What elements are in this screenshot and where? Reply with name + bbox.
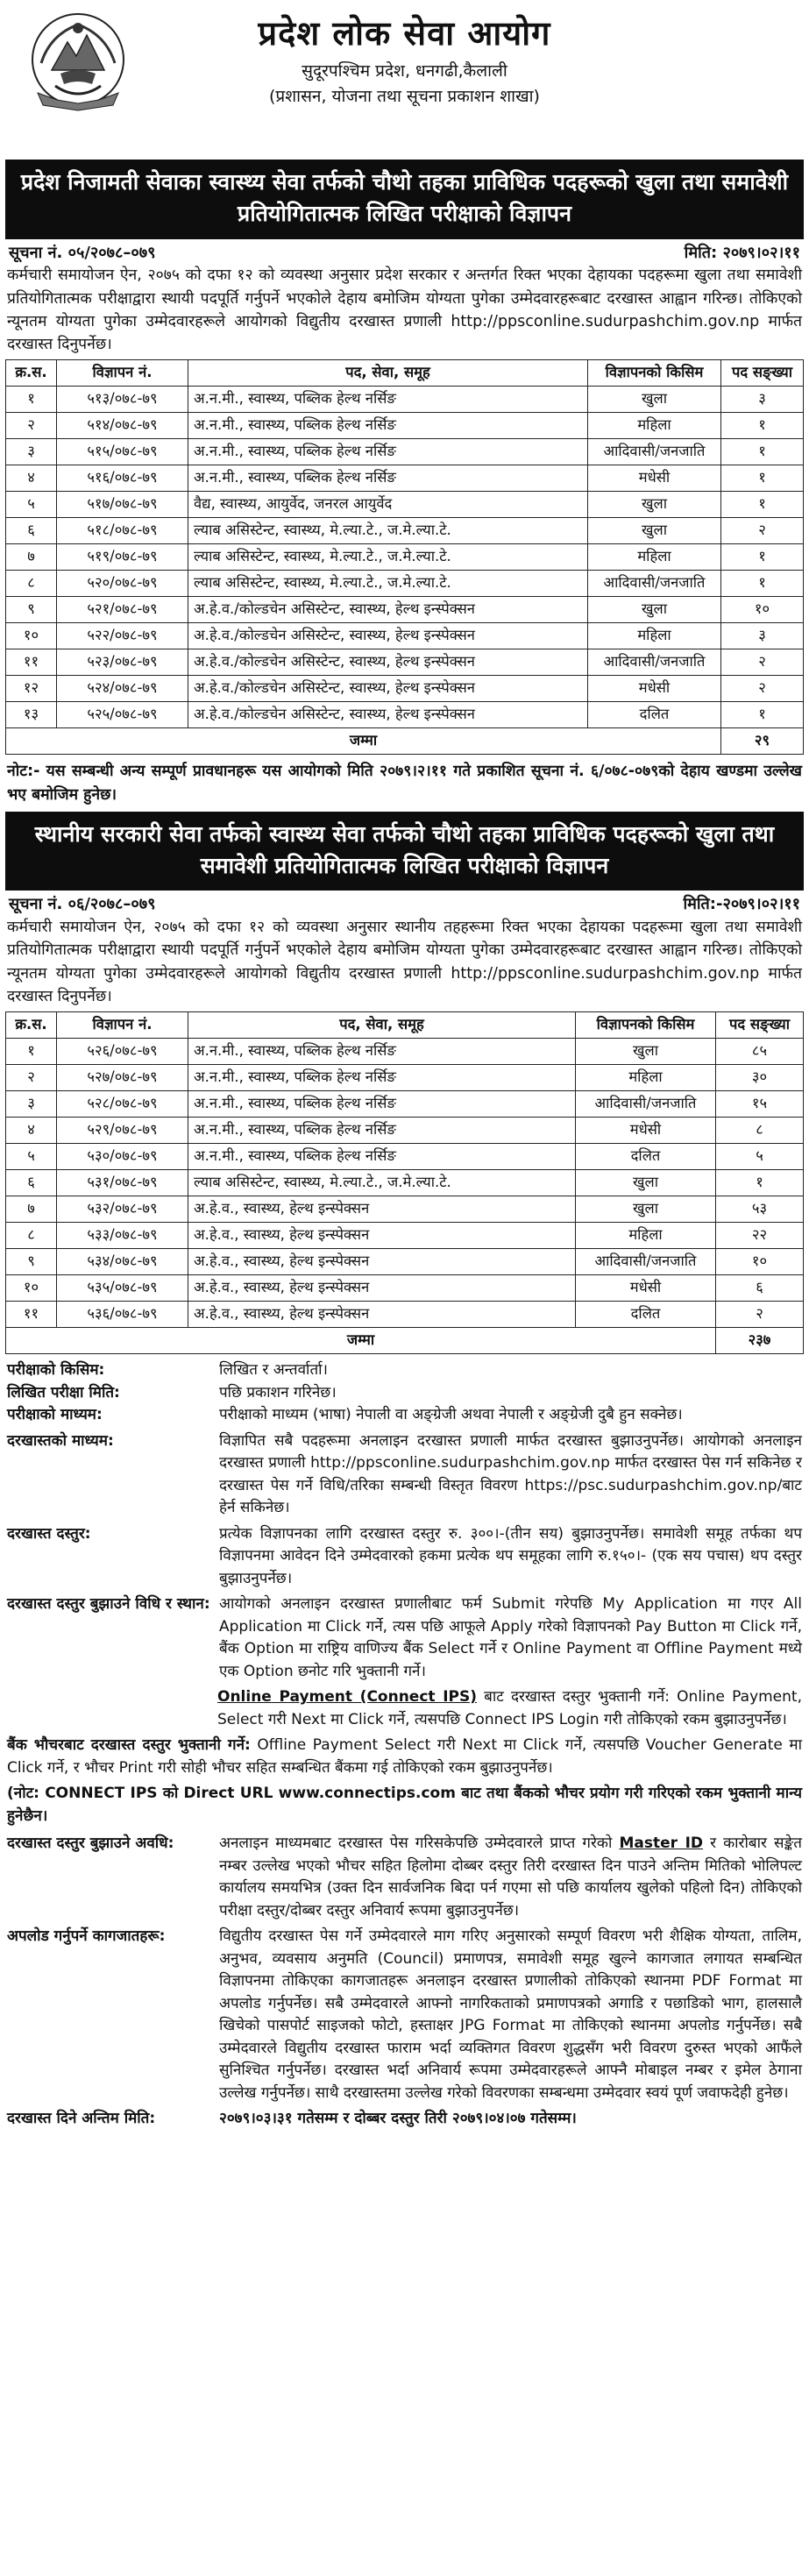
cell-post-count: १ (721, 413, 804, 439)
cell-ad-number: ५१८/०७८-७९ (57, 518, 188, 544)
cell-post-count: १० (721, 597, 804, 623)
section2-notice-row (5, 891, 804, 916)
cell-ad-type: दलित (576, 1302, 716, 1328)
cell-ad-number: ५१३/०७८-७९ (57, 387, 188, 413)
cell-post-count: ८ (716, 1118, 804, 1144)
cell-serial: ९ (6, 1249, 57, 1275)
cell-serial: ७ (6, 1196, 57, 1223)
section1-banner: प्रदेश निजामती सेवाका स्वास्थ्य सेवा तर्फको चौथो तहका प्राविधिक पदहरूको खुला तथा समावेशी प्रतियोगितात्मक लिखित परीक्षाको विज्ञापन (5, 160, 804, 239)
cell-ad-number: ५२६/०७८-७९ (57, 1039, 188, 1065)
cell-ad-number: ५२४/०७८-७९ (57, 676, 188, 702)
table-row (6, 1196, 804, 1223)
section1-table (5, 359, 804, 755)
exam-medium-label: परीक्षाको माध्यम: (7, 1406, 103, 1424)
table-row (6, 702, 804, 728)
column-header-post-count: पद सङ्ख्या (716, 1012, 804, 1039)
connectips-heading: Online Payment (Connect IPS) (217, 1688, 477, 1707)
cell-post-count: १५ (716, 1091, 804, 1118)
column-header-post: पद, सेवा, समूह (188, 360, 588, 387)
application-medium-value: विज्ञापित सबै पदहरूमा अनलाइन दरखास्त प्रणाली मार्फत दरखास्त बुझाउनुपर्नेछ। आयोगको अनलाइन दरखास्त प्रणाली http://ppsconline.sudurpashchim.gov.np मार्फत दरखास्त पेस गर्न सकिनेछ र दरखास्त पेस गर्ने विधि/तरिका सम्बन्धी विस्तृत विवरण https://psc.sudurpashchim.gov.np/बाट हेर्न सकिनेछ। (219, 1431, 802, 1517)
cell-serial: २ (6, 1065, 57, 1091)
more-details (5, 1827, 804, 2131)
cell-post: अ.हे.व./कोल्डचेन असिस्टेन्ट, स्वास्थ्य, हेल्थ इन्स्पेक्सन (188, 702, 588, 728)
application-medium-label: दरखास्तको माध्यम: (7, 1431, 114, 1450)
section1-intro: कर्मचारी समायोजन ऐन, २०७५ को दफा १२ को व्यवस्था अनुसार प्रदेश सरकार र अन्तर्गत रिक्त भएका देहायका पदहरूमा खुला तथा समावेशी प्रतियोगितात्मक परीक्षाद्वारा स्थायी पदपूर्ति गर्नुपर्ने भएकोले देहाय बमोजिम योग्यता पुगेका उम्मेदवारहरूबाट दरखास्त आह्वान गरिन्छ। तोकिएको न्यूनतम योग्यता पुगेका उम्मेदवारहरूले आयोगको विद्युतीय दरखास्त प्रणाली http://ppsconline.sudurpashchim.gov.np मार्फत दरखास्त दिनुपर्नेछ। (7, 266, 802, 354)
table-header-row (6, 1012, 804, 1039)
cell-ad-number: ५२२/०७८-७९ (57, 623, 188, 649)
cell-serial: ११ (6, 1302, 57, 1328)
cell-ad-type: मधेसी (588, 676, 721, 702)
cell-post-count: १ (721, 544, 804, 571)
exam-type-value: लिखित र अन्तर्वार्ता। (219, 1361, 328, 1380)
cell-serial: १ (6, 387, 57, 413)
cell-ad-type: महिला (588, 623, 721, 649)
payment-method-value: आयोगको अनलाइन दरखास्त प्रणालीबाट फर्म Submit गरेपछि My Application मा गएर All Application मा Click गर्ने, त्यस पछि आफूले Apply गरेको विज्ञापनको Pay Button मा Click गर्ने, बैंक Option मा राष्ट्रिय वाणिज्य बैंक Select गर्ने र Online Payment वा Offline Payment मध्ये एक Option छनोट गरि भुक्तानी गर्ने। (219, 1595, 802, 1680)
cell-serial: १० (6, 1275, 57, 1302)
cell-ad-type: खुला (576, 1170, 716, 1196)
cell-post-count: ६ (716, 1275, 804, 1302)
table-header-row (6, 360, 804, 387)
table-total-row (6, 728, 804, 755)
table-row (6, 1039, 804, 1065)
cell-ad-number: ५३४/०७८-७९ (57, 1249, 188, 1275)
cell-ad-type: महिला (588, 413, 721, 439)
table-row (6, 571, 804, 597)
table-row (6, 597, 804, 623)
cell-post: ल्याब असिस्टेन्ट, स्वास्थ्य, मे.ल्या.टे., ज.मे.ल्या.टे. (188, 544, 588, 571)
cell-serial: ३ (6, 439, 57, 465)
cell-post: अ.हे.व./कोल्डचेन असिस्टेन्ट, स्वास्थ्य, हेल्थ इन्स्पेक्सन (188, 623, 588, 649)
cell-serial: १० (6, 623, 57, 649)
cell-post: अ.न.मी., स्वास्थ्य, पब्लिक हेल्थ नर्सिङ (188, 439, 588, 465)
cell-serial: ५ (6, 1144, 57, 1170)
fee-deadline-label: दरखास्त दस्तुर बुझाउने अवधि: (7, 1834, 174, 1853)
cell-ad-type: दलित (588, 702, 721, 728)
table-total-row (6, 1328, 804, 1354)
cell-serial: २ (6, 413, 57, 439)
voucher-heading: बैंक भौचरबाट दरखास्त दस्तुर भुक्तानी गर्ने: (7, 1736, 251, 1755)
cell-post: वैद्य, स्वास्थ्य, आयुर्वेद, जनरल आयुर्वेद (188, 492, 588, 518)
org-branch: (प्रशासन, योजना तथा सूचना प्रकाशन शाखा) (269, 86, 540, 106)
section2-table-body (6, 1039, 804, 1328)
fee-deadline-text-b: र कारोबार सङ्केत नम्बर उल्लेख भएको भौचर सहित हिलोमा दोब्बर दस्तुर तिरी दरखास्त दिन पाउने अन्तिम मितिको भोलिपल्ट कार्यालय समयभित्र (उक्त दिन सार्वजनिक बिदा पर्न गएमा सो पछि कार्यालय खुलेको पहिलो दिन) तोकिएको परीक्षा दस्तुर/दोब्बर दस्तुर अनिवार्य रूपमा बुझाउनुपर्नेछ। (219, 1834, 802, 1920)
cell-post: अ.हे.व./कोल्डचेन असिस्टेन्ट, स्वास्थ्य, हेल्थ इन्स्पेक्सन (188, 676, 588, 702)
cell-serial: १३ (6, 702, 57, 728)
column-header-ad-number: विज्ञापन नं. (57, 1012, 188, 1039)
fee-deadline-value (219, 1833, 802, 1922)
cell-post-count: १ (721, 439, 804, 465)
column-header-ad-number: विज्ञापन नं. (57, 360, 188, 387)
cell-post-count: ३० (716, 1065, 804, 1091)
last-date-value: २०७९।०३।३१ गतेसम्म र दोब्बर दस्तुर तिरी २०७९।०४।०७ गतेसम्म। (219, 2110, 577, 2128)
cell-serial: ५ (6, 492, 57, 518)
cell-post-count: २ (721, 649, 804, 676)
fee-deadline-text-a: अनलाइन माध्यमबाट दरखास्त पेस गरिसकेपछि उम्मेदवारले प्राप्त गरेको (219, 1834, 620, 1853)
cell-serial: ७ (6, 544, 57, 571)
column-header-serial: क्र.स. (6, 360, 57, 387)
cell-ad-type: खुला (576, 1196, 716, 1223)
cell-post: अ.न.मी., स्वास्थ्य, पब्लिक हेल्थ नर्सिङ (188, 1039, 576, 1065)
table-row (6, 649, 804, 676)
cell-post: अ.न.मी., स्वास्थ्य, पब्लिक हेल्थ नर्सिङ (188, 465, 588, 492)
table-row (6, 1302, 804, 1328)
table-row (6, 1275, 804, 1302)
voucher-text: Offline Payment Select गरी Next मा Click गर्ने, त्यसपछि Voucher Generate मा Click गर्ने, र भौचर Print गरी सोही भौचर सहित सम्बन्धित बैंकमा गई तोकिएको रकम बुझाउनुपर्नेछ। (7, 1736, 802, 1777)
connectips-note-text: (नोट: CONNECT IPS को Direct URL www.connectips.com बाट तथा बैंकको भौचर प्रयोग गरी गरिएको रकम भुक्तानी मान्य हुनेछैन। (7, 1785, 802, 1825)
cell-post: अ.हे.व., स्वास्थ्य, हेल्थ इन्स्पेक्सन (188, 1302, 576, 1328)
section2-intro: कर्मचारी समायोजन ऐन, २०७५ को दफा १२ को व्यवस्था अनुसार स्थानीय तहहरूमा रिक्त भएका देहायका पदहरूमा खुला तथा समावेशी प्रतियोगितात्मक परीक्षाद्वारा स्थायी पदपूर्ति गर्नुपर्ने भएकोले देहाय बमोजिम योग्यता पुगेका उम्मेदवारहरूबाट दरखास्त आह्वान गरिन्छ। तोकिएको न्यूनतम योग्यता पुगेका उम्मेदवारहरूले आयोगको विद्युतीय दरखास्त प्रणाली http://ppsconline.sudurpashchim.gov.np मार्फत दरखास्त दिनुपर्नेछ। (7, 919, 802, 1005)
cell-serial: ४ (6, 465, 57, 492)
cell-serial: ४ (6, 1118, 57, 1144)
table-row (6, 544, 804, 571)
total-value: २३७ (716, 1328, 804, 1354)
upload-documents-value: विद्युतीय दरखास्त पेस गर्ने उम्मेदवारले माग गरिए अनुसारको सम्पूर्ण विवरण भरी शैक्षिक योग्यता, तालिम, अनुभव, व्यवसाय अनुमति (Council) प्रमाणपत्र, समावेशी समूह खुल्ने कागजात लगायत सम्बन्धित विज्ञापनमा तोकिएका कागजातहरू अनलाइन दरखास्त प्रणालीको तोकिएको स्थानमा PDF Format मा अपलोड गर्नुपर्नेछ। सबै उम्मेदवारले आफ्नो नागरिकताको प्रमाणपत्रको अगाडि र पछाडिको भाग, हालसालै खिचेको पासपोर्ट साइजको फोटो, हस्ताक्षर JPG Format मा तोकिएको स्थानमा अपलोड गर्नुपर्नेछ। सबै उम्मेदवारले विद्युतीय दरखास्त फाराम भर्दा व्यक्तिगत विवरण शुद्धसँग भरी विवरण दुरुस्त भएको आफैंले सुनिश्चित गर्नुपर्नेछ। दरखास्त भर्दा अनिवार्य रूपमा उम्मेदवारहरूले आफ्नै मोबाइल नम्बर र इमेल ठेगाना उल्लेख गर्नुपर्नेछ। साथै दरखास्तमा उल्लेख गरेको विवरणका सम्बन्धमा उम्मेदवार स्वयं पूर्ण जवाफदेही हुनेछ। (219, 1927, 802, 2102)
column-header-post: पद, सेवा, समूह (188, 1012, 576, 1039)
cell-ad-type: मधेसी (576, 1118, 716, 1144)
cell-post-count: ३ (721, 387, 804, 413)
connectips-paragraph (5, 1683, 804, 1731)
cell-ad-type: आदिवासी/जनजाति (576, 1249, 716, 1275)
cell-post: अ.न.मी., स्वास्थ्य, पब्लिक हेल्थ नर्सिङ (188, 1118, 576, 1144)
table-row (6, 623, 804, 649)
table-row (6, 465, 804, 492)
cell-ad-type: खुला (576, 1039, 716, 1065)
column-header-ad-type: विज्ञापनको किसिम (576, 1012, 716, 1039)
section1-notice-row (5, 239, 804, 265)
org-title: प्रदेश लोक सेवा आयोग (258, 14, 551, 53)
cell-post: अ.हे.व., स्वास्थ्य, हेल्थ इन्स्पेक्सन (188, 1196, 576, 1223)
cell-ad-number: ५२९/०७८-७९ (57, 1118, 188, 1144)
cell-ad-number: ५२७/०७८-७९ (57, 1065, 188, 1091)
table-row (6, 1065, 804, 1091)
table-row (6, 1170, 804, 1196)
section1-note: नोट:- यस सम्बन्धी अन्य सम्पूर्ण प्रावधानहरू यस आयोगको मिति २०७९।२।११ गते प्रकाशित सूचना नं. ६/०७८-०७९को देहाय खण्डमा उल्लेख भए बमोजिम हुनेछ। (7, 763, 802, 804)
connectips-text: बाट दरखास्त दस्तुर भुक्तानी गर्ने: Online Payment, Select गरी Next मा Click गर्ने, त्यसपछि Connect IPS Login गरी तोकिएको रकम बुझाउनुपर्नेछ। (217, 1688, 802, 1728)
cell-post-count: १ (716, 1170, 804, 1196)
master-id: Master ID (619, 1834, 704, 1853)
exam-type-label: परीक्षाको किसिम: (7, 1361, 105, 1380)
cell-ad-type: महिला (576, 1223, 716, 1249)
header (5, 0, 804, 160)
cell-post: ल्याब असिस्टेन्ट, स्वास्थ्य, मे.ल्या.टे., ज.मे.ल्या.टे. (188, 571, 588, 597)
written-date-label: लिखित परीक्षा मिति: (7, 1383, 120, 1402)
cell-post-count: ५३ (716, 1196, 804, 1223)
cell-ad-type: खुला (588, 387, 721, 413)
cell-serial: ६ (6, 518, 57, 544)
connectips-note (5, 1779, 804, 1827)
cell-ad-type: दलित (576, 1144, 716, 1170)
cell-post-count: १ (721, 492, 804, 518)
last-date-label: दरखास्त दिने अन्तिम मिति: (7, 2110, 156, 2128)
cell-post: अ.हे.व., स्वास्थ्य, हेल्थ इन्स्पेक्सन (188, 1249, 576, 1275)
total-label: जम्मा (6, 1328, 716, 1354)
cell-post: अ.न.मी., स्वास्थ्य, पब्लिक हेल्थ नर्सिङ (188, 1144, 576, 1170)
org-location: सुदूरपश्चिम प्रदेश, धनगढी,कैलाली (302, 61, 507, 82)
cell-serial: ९ (6, 597, 57, 623)
cell-post-count: ८५ (716, 1039, 804, 1065)
cell-post: अ.हे.व./कोल्डचेन असिस्टेन्ट, स्वास्थ्य, हेल्थ इन्स्पेक्सन (188, 649, 588, 676)
cell-ad-number: ५२३/०७८-७९ (57, 649, 188, 676)
table-row (6, 1118, 804, 1144)
cell-serial: ११ (6, 649, 57, 676)
application-fee-value: प्रत्येक विज्ञापनका लागि दरखास्त दस्तुर रु. ३००।-(तीन सय) बुझाउनुपर्नेछ। समावेशी समूह तर्फका थप विज्ञापनमा आवेदन दिने उम्मेदवारको हकमा प्रत्येक थप समूहका लागि रु.१५०।- (एक सय पचास) थप दस्तुर बुझाउनुपर्नेछ। (219, 1524, 802, 1587)
cell-serial: ८ (6, 571, 57, 597)
cell-post-count: २ (721, 676, 804, 702)
table-row (6, 676, 804, 702)
column-header-serial: क्र.स. (6, 1012, 57, 1039)
cell-ad-number: ५२१/०७८-७९ (57, 597, 188, 623)
total-value: २९ (721, 728, 804, 755)
cell-ad-number: ५३६/०७८-७९ (57, 1302, 188, 1328)
table-row (6, 518, 804, 544)
cell-serial: ८ (6, 1223, 57, 1249)
cell-ad-type: महिला (588, 544, 721, 571)
table-row (6, 1144, 804, 1170)
cell-post: ल्याब असिस्टेन्ट, स्वास्थ्य, मे.ल्या.टे., ज.मे.ल्या.टे. (188, 1170, 576, 1196)
cell-ad-type: खुला (588, 492, 721, 518)
section1-notice-number: सूचना नं. ०५/२०७८–०७९ (9, 243, 156, 262)
cell-post: ल्याब असिस्टेन्ट, स्वास्थ्य, मे.ल्या.टे., ज.मे.ल्या.टे. (188, 518, 588, 544)
cell-ad-number: ५३०/०७८-७९ (57, 1144, 188, 1170)
upload-documents-label: अपलोड गर्नुपर्ने कागजातहरू: (7, 1927, 166, 1946)
section1-table-body (6, 387, 804, 728)
cell-post-count: १ (721, 465, 804, 492)
cell-ad-number: ५१५/०७८-७९ (57, 439, 188, 465)
section2-notice-date: मिति:-२०७९।०२।११ (683, 895, 800, 914)
cell-post: अ.न.मी., स्वास्थ्य, पब्लिक हेल्थ नर्सिङ (188, 413, 588, 439)
exam-medium-value: परीक्षाको माध्यम (भाषा) नेपाली वा अङ्ग्रेजी अथवा नेपाली र अङ्ग्रेजी दुबै हुन सक्नेछ। (219, 1406, 683, 1424)
voucher-paragraph (5, 1731, 804, 1779)
cell-ad-number: ५१६/०७८-७९ (57, 465, 188, 492)
table-row (6, 413, 804, 439)
cell-post-count: २ (721, 518, 804, 544)
cell-ad-type: खुला (588, 518, 721, 544)
cell-ad-type: आदिवासी/जनजाति (576, 1091, 716, 1118)
cell-post-count: ५ (716, 1144, 804, 1170)
cell-ad-number: ५३३/०७८-७९ (57, 1223, 188, 1249)
cell-ad-type: मधेसी (576, 1275, 716, 1302)
cell-post: अ.हे.व./कोल्डचेन असिस्टेन्ट, स्वास्थ्य, हेल्थ इन्स्पेक्सन (188, 597, 588, 623)
cell-ad-number: ५३५/०७८-७९ (57, 1275, 188, 1302)
cell-post: अ.न.मी., स्वास्थ्य, पब्लिक हेल्थ नर्सिङ (188, 1091, 576, 1118)
table-row (6, 1223, 804, 1249)
cell-ad-type: आदिवासी/जनजाति (588, 439, 721, 465)
cell-post: अ.न.मी., स्वास्थ्य, पब्लिक हेल्थ नर्सिङ (188, 387, 588, 413)
application-fee-label: दरखास्त दस्तुर: (7, 1524, 91, 1543)
column-header-ad-type: विज्ञापनको किसिम (588, 360, 721, 387)
column-header-post-count: पद सङ्ख्या (721, 360, 804, 387)
cell-post-count: १ (721, 702, 804, 728)
cell-ad-type: खुला (588, 597, 721, 623)
cell-ad-type: आदिवासी/जनजाति (588, 649, 721, 676)
cell-ad-number: ५१७/०७८-७९ (57, 492, 188, 518)
nepal-emblem-icon (25, 9, 131, 112)
table-row (6, 1249, 804, 1275)
payment-method-label: दरखास्त दस्तुर बुझाउने विधि र स्थान: (7, 1595, 210, 1614)
cell-post: अ.न.मी., स्वास्थ्य, पब्लिक हेल्थ नर्सिङ (188, 1065, 576, 1091)
cell-post-count: १ (721, 571, 804, 597)
cell-post-count: २२ (716, 1223, 804, 1249)
cell-post-count: १० (716, 1249, 804, 1275)
cell-serial: १२ (6, 676, 57, 702)
cell-ad-number: ५१४/०७८-७९ (57, 413, 188, 439)
cell-ad-type: महिला (576, 1065, 716, 1091)
cell-ad-type: मधेसी (588, 465, 721, 492)
written-date-value: पछि प्रकाशन गरिनेछ। (219, 1383, 337, 1402)
section2-banner: स्थानीय सरकारी सेवा तर्फको स्वास्थ्य सेवा तर्फको चौथो तहका प्राविधिक पदहरूको खुला तथा समावेशी प्रतियोगितात्मक लिखित परीक्षाको विज्ञापन (5, 812, 804, 891)
cell-ad-type: आदिवासी/जनजाति (588, 571, 721, 597)
table-row (6, 387, 804, 413)
total-label: जम्मा (6, 728, 721, 755)
table-row (6, 1091, 804, 1118)
section2-notice-number: सूचना नं. ०६/२०७८–०७९ (9, 895, 156, 914)
cell-post: अ.हे.व., स्वास्थ्य, हेल्थ इन्स्पेक्सन (188, 1223, 576, 1249)
cell-post-count: ३ (721, 623, 804, 649)
cell-ad-number: ५२०/०७८-७९ (57, 571, 188, 597)
cell-serial: १ (6, 1039, 57, 1065)
cell-post-count: २ (716, 1302, 804, 1328)
cell-serial: ३ (6, 1091, 57, 1118)
cell-post: अ.हे.व., स्वास्थ्य, हेल्थ इन्स्पेक्सन (188, 1275, 576, 1302)
table-row (6, 492, 804, 518)
cell-ad-number: ५३२/०७८-७९ (57, 1196, 188, 1223)
cell-ad-number: ५२५/०७८-७९ (57, 702, 188, 728)
cell-ad-number: ५२८/०७८-७९ (57, 1091, 188, 1118)
cell-serial: ६ (6, 1170, 57, 1196)
section2-table (5, 1011, 804, 1354)
table-row (6, 439, 804, 465)
cell-ad-number: ५१९/०७८-७९ (57, 544, 188, 571)
cell-ad-number: ५३१/०७८-७९ (57, 1170, 188, 1196)
section1-notice-date: मिति: २०७९।०२।११ (684, 243, 800, 262)
exam-details (5, 1354, 804, 1683)
